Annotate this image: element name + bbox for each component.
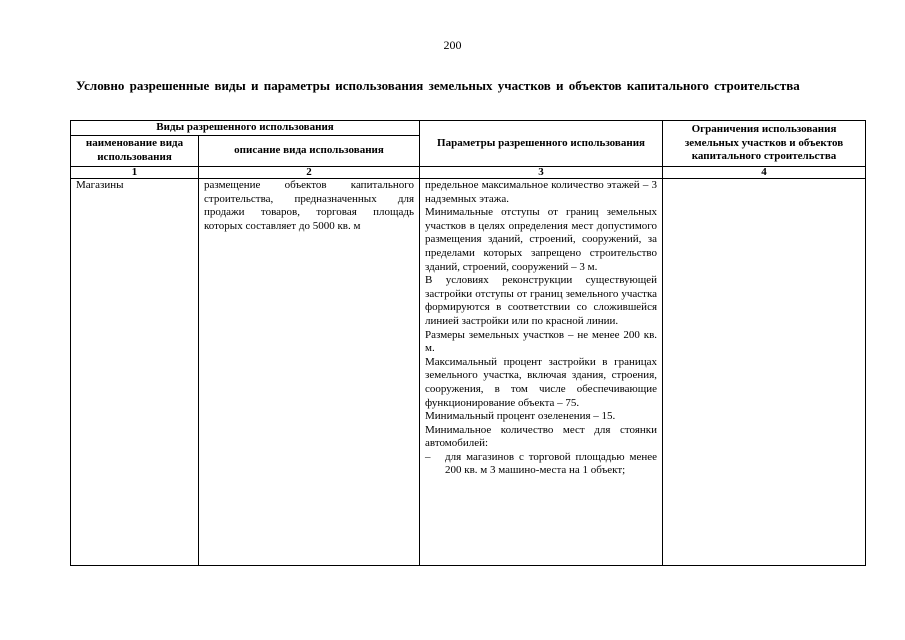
- table-row: [71, 179, 866, 566]
- land-use-table: [70, 120, 866, 566]
- column-number-3: 3: [420, 167, 663, 179]
- parameter-paragraph: Минимальные отступы от границ земельных участков в целях определения мест допустимого размещения зданий, строений, сооружений, за пределами которых запрещено строительство зданий, строений, сооружений – 3 м.: [425, 206, 658, 273]
- header-group-usage-types: Виды разрешенного использования: [71, 121, 420, 136]
- parameter-paragraph: предельное максимальное количество этажей – 3 надземных этажа.: [425, 179, 658, 205]
- header-usage-description: описание вида использования: [199, 136, 420, 167]
- parameter-paragraph: Размеры земельных участков – не менее 200 кв. м.: [425, 328, 658, 355]
- parameter-list-item-text: для магазинов с торговой площадью менее 200 кв. м 3 машино-места на 1 объект;: [445, 450, 658, 477]
- parameter-paragraph: В условиях реконструкции существующей застройки отступы от границ земельного участка формируются в соответствии со сложившейся линией застройки или по красной линии.: [425, 274, 658, 327]
- column-number-2: 2: [199, 167, 420, 179]
- header-restrictions: Ограничения использования земельных участков и объектов капитального строительства: [663, 121, 866, 167]
- usage-description-cell: размещение объектов капитального строительства, предназначенных для продажи товаров, торговая площадь которых составляет до 5000 кв. м: [199, 179, 420, 566]
- page-number: 200: [443, 38, 462, 52]
- parameter-paragraph: Минимальный процент озеленения – 15.: [425, 410, 616, 423]
- column-number-4: 4: [663, 167, 866, 179]
- parameter-paragraph: Минимальное количество мест для стоянки автомобилей:: [425, 423, 658, 450]
- list-dash: –: [425, 450, 431, 463]
- header-usage-name: наименование вида использования: [71, 136, 199, 167]
- restrictions-cell: [663, 179, 866, 566]
- usage-name-cell: Магазины: [71, 179, 199, 566]
- parameter-paragraph: Максимальный процент застройки в границах земельного участка, включая здания, строения, сооружения, в том числе обеспечивающие функционирование объекта – 75.: [425, 355, 658, 409]
- header-parameters: Параметры разрешенного использования: [420, 121, 663, 167]
- document-title: Условно разрешенные виды и параметры использования земельных участков и объектов капитального строительства: [76, 78, 800, 93]
- parameters-cell: [420, 179, 663, 566]
- column-number-1: 1: [71, 167, 199, 179]
- parameter-list-item: [425, 451, 657, 478]
